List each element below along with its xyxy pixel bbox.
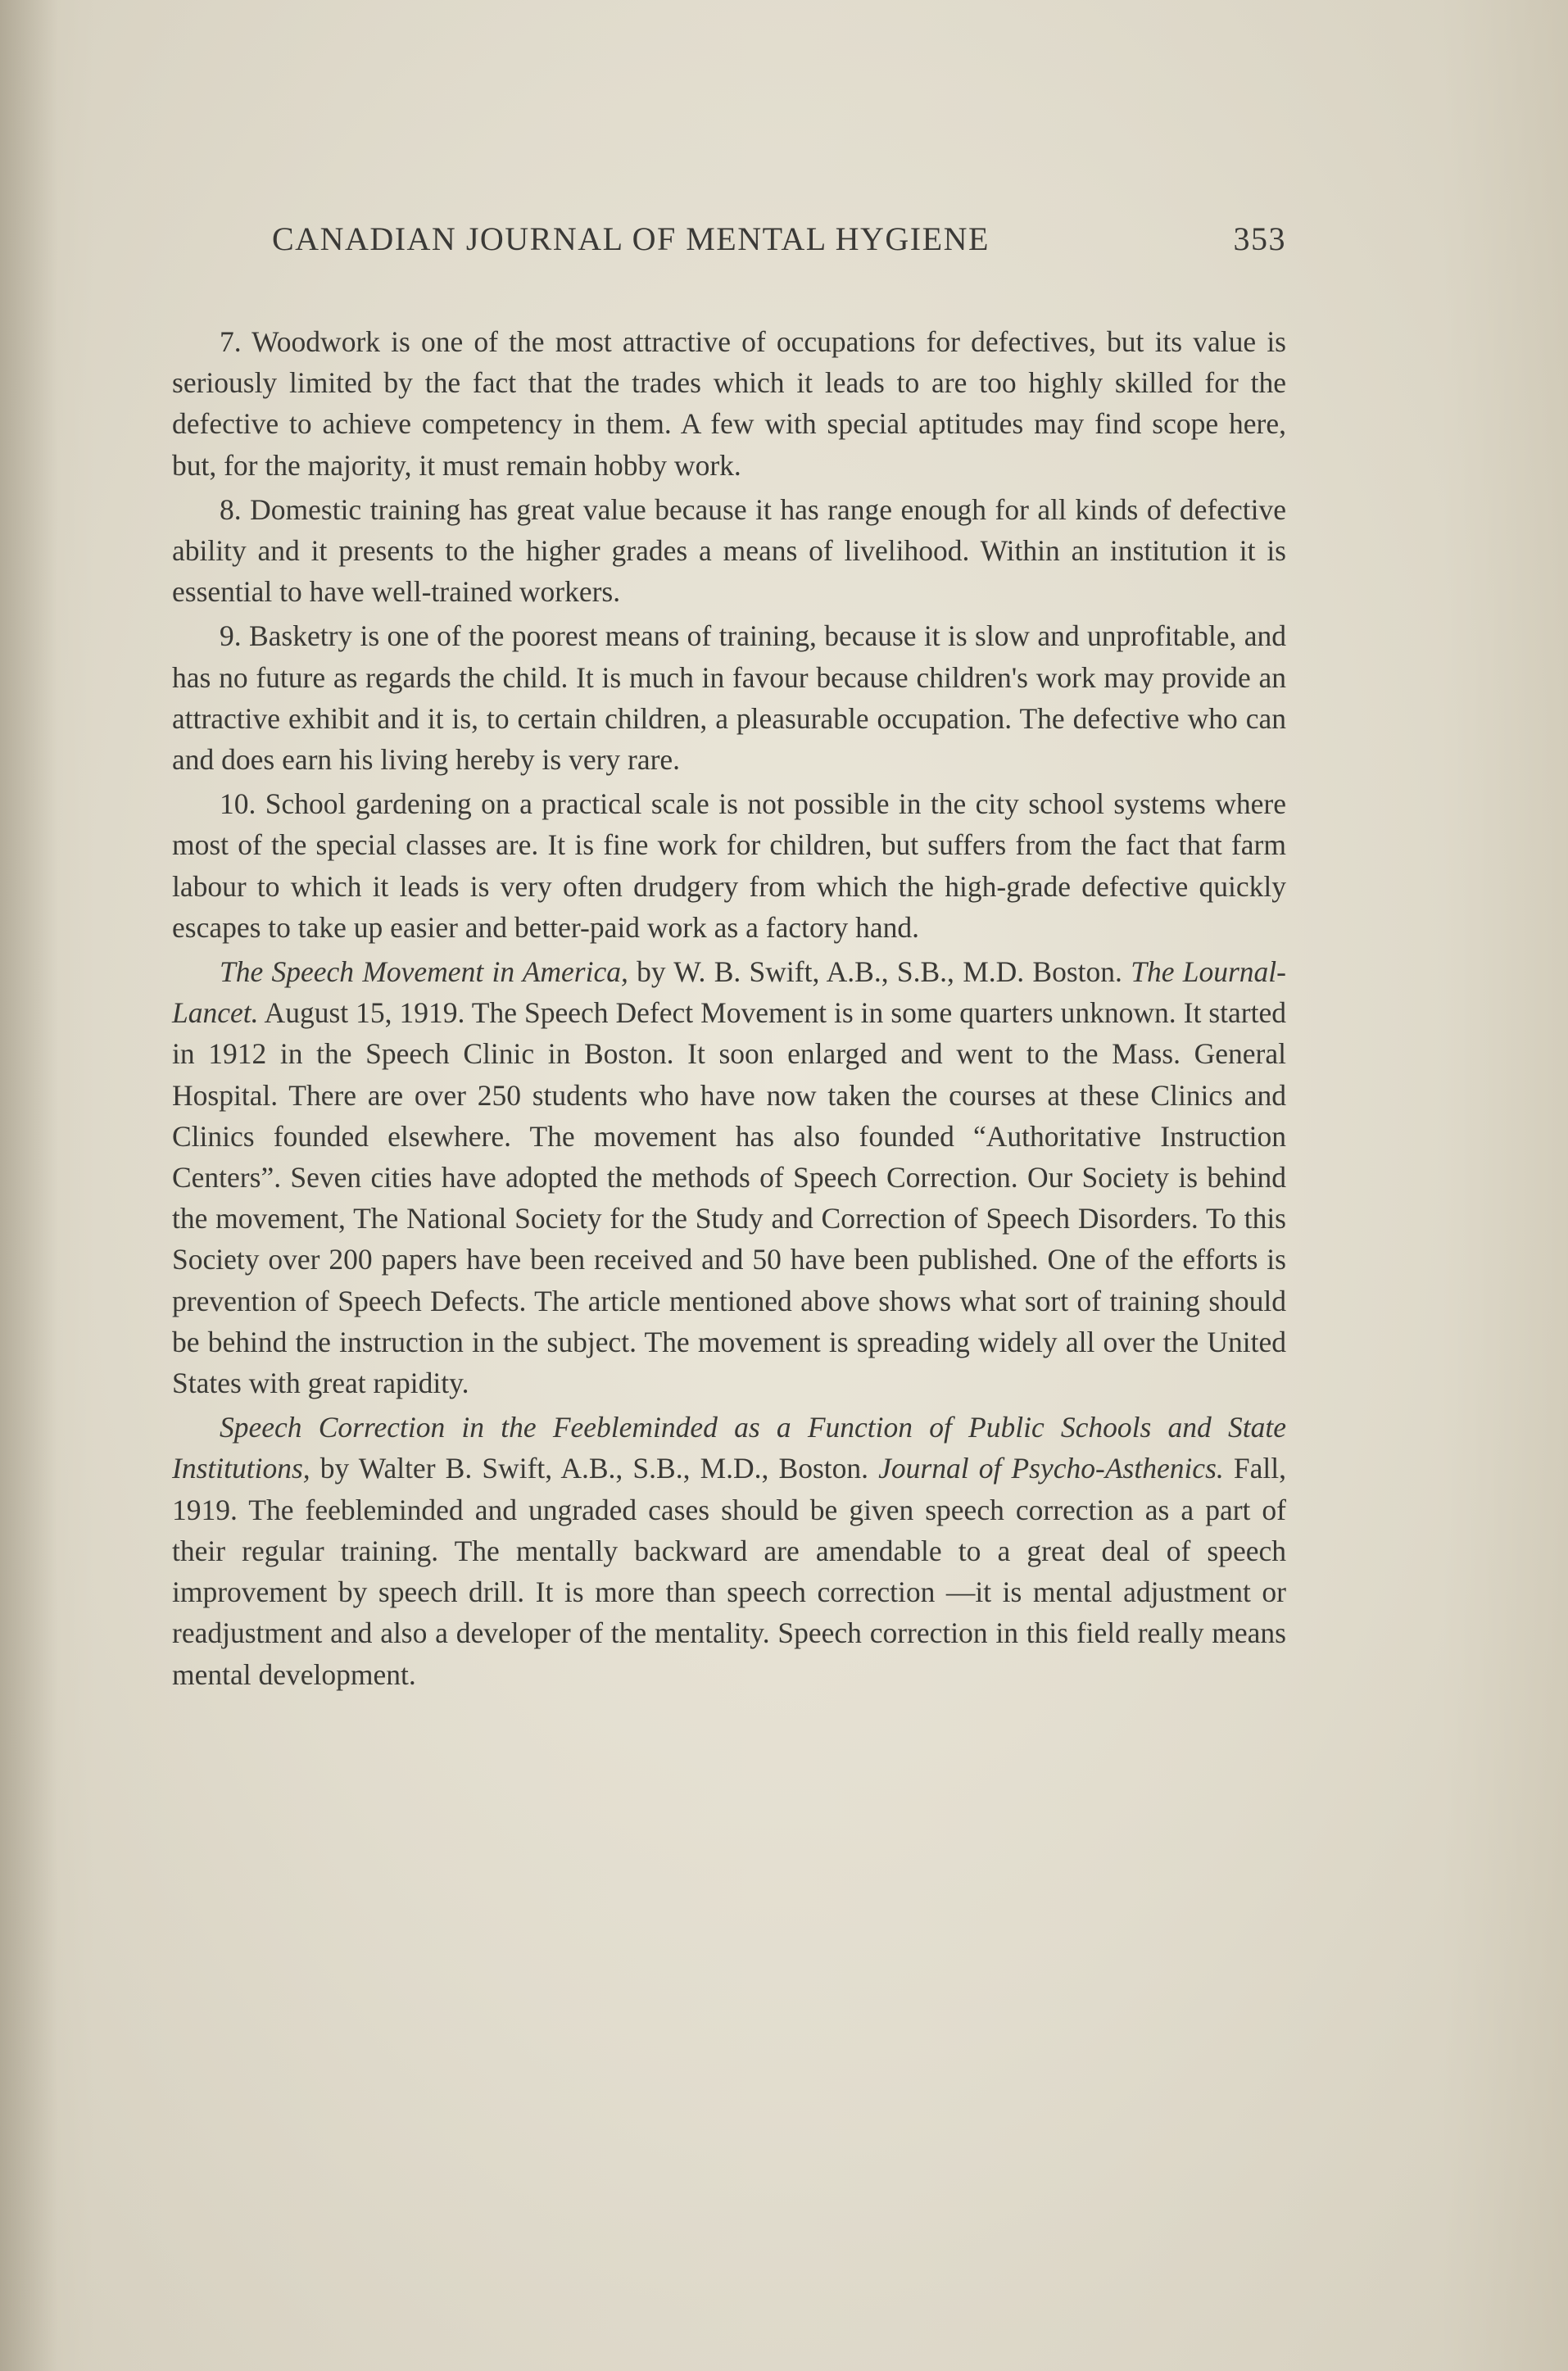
paragraph-school-gardening — [172, 783, 1286, 948]
paragraph-text: 10. School gardening on a practical scale is not possible in the city school systems where most of the special classes are. It is fine work for children, but suffers from the fact that farm labour to which it leads is very often drudgery from which the high-grade defective quickly escapes to take up easier and better-paid work as a factory hand. — [172, 787, 1286, 944]
paragraph-basketry — [172, 615, 1286, 780]
review-text: Fall, 1919. The feebleminded and ungraded cases should be given speech correction as a part of their regular training. The mentally backward are amendable to a great deal of speech improvement by speech drill. It is more than speech correction —it is mental adjustment or readjustment and also a developer of the mentality. Speech correction in this field really means mental development. — [172, 1452, 1287, 1691]
paragraph-text: 9. Basketry is one of the poorest means of training, because it is slow and unprofitable, and has no future as regards the child. It is much in favour because children's work may provide an attractive exhibit and it is, to certain children, a pleasurable occupation. The defective who can and does earn his living hereby is very rare. — [172, 619, 1286, 777]
paragraph-domestic-training — [172, 489, 1286, 613]
review-speech-correction — [172, 1407, 1286, 1694]
review-text: August 15, 1919. The Speech Defect Movement is in some quarters unknown. It started in 1912 in the Speech Clinic in Boston. It soon enlarged and went to the Mass. General Hospital. There are over 250 students who have now taken the courses at these Clinics and Clinics founded elsewhere. The movement has also founded “Authoritative Instruction Centers”. Seven cities have adopted the methods of Speech Correction. Our Society is behind the movement, The National Society for the Study and Correction of Speech Disorders. To this Society over 200 papers have been received and 50 have been published. One of the efforts is prevention of Speech Defects. The article mentioned above shows what sort of training should be behind the instruction in the subject. The movement is spreading widely all over the United States with great rapidity. — [172, 996, 1286, 1400]
review-title: The Speech Movement in America, — [220, 955, 628, 989]
paragraph-text: 7. Woodwork is one of the most attractive of occupations for defectives, but its value is seriously limited by the fact that the trades which it leads to are too highly skilled for the defective to achieve competency in them. A few with special aptitudes may find scope here, but, for the majority, it must remain hobby work. — [172, 325, 1286, 482]
review-speech-movement — [172, 951, 1286, 1403]
review-source: The Lournal-Lancet. — [172, 955, 1286, 1030]
page-number: 353 — [1233, 220, 1286, 257]
body-text — [172, 321, 1286, 1698]
paragraph-woodwork — [172, 321, 1286, 486]
review-byline: by Walter B. Swift, A.B., S.B., M.D., Boston. — [310, 1452, 879, 1485]
page-gutter-shadow — [0, 0, 57, 2371]
review-source: Journal of Psycho-Asthenics. — [878, 1452, 1224, 1485]
paragraph-text: 8. Domestic training has great value because it has range enough for all kinds of defective ability and it presents to the higher grades a means of livelihood. Within an institution it is essential to have well-trained workers. — [172, 492, 1286, 609]
review-byline: by W. B. Swift, A.B., S.B., M.D. Boston. — [628, 955, 1131, 989]
running-head — [264, 220, 1286, 269]
review-title: Speech Correction in the Feebleminded as a Function of Public Schools and State Institutions, — [172, 1411, 1286, 1485]
journal-title: CANADIAN JOURNAL OF MENTAL HYGIENE — [272, 220, 990, 257]
